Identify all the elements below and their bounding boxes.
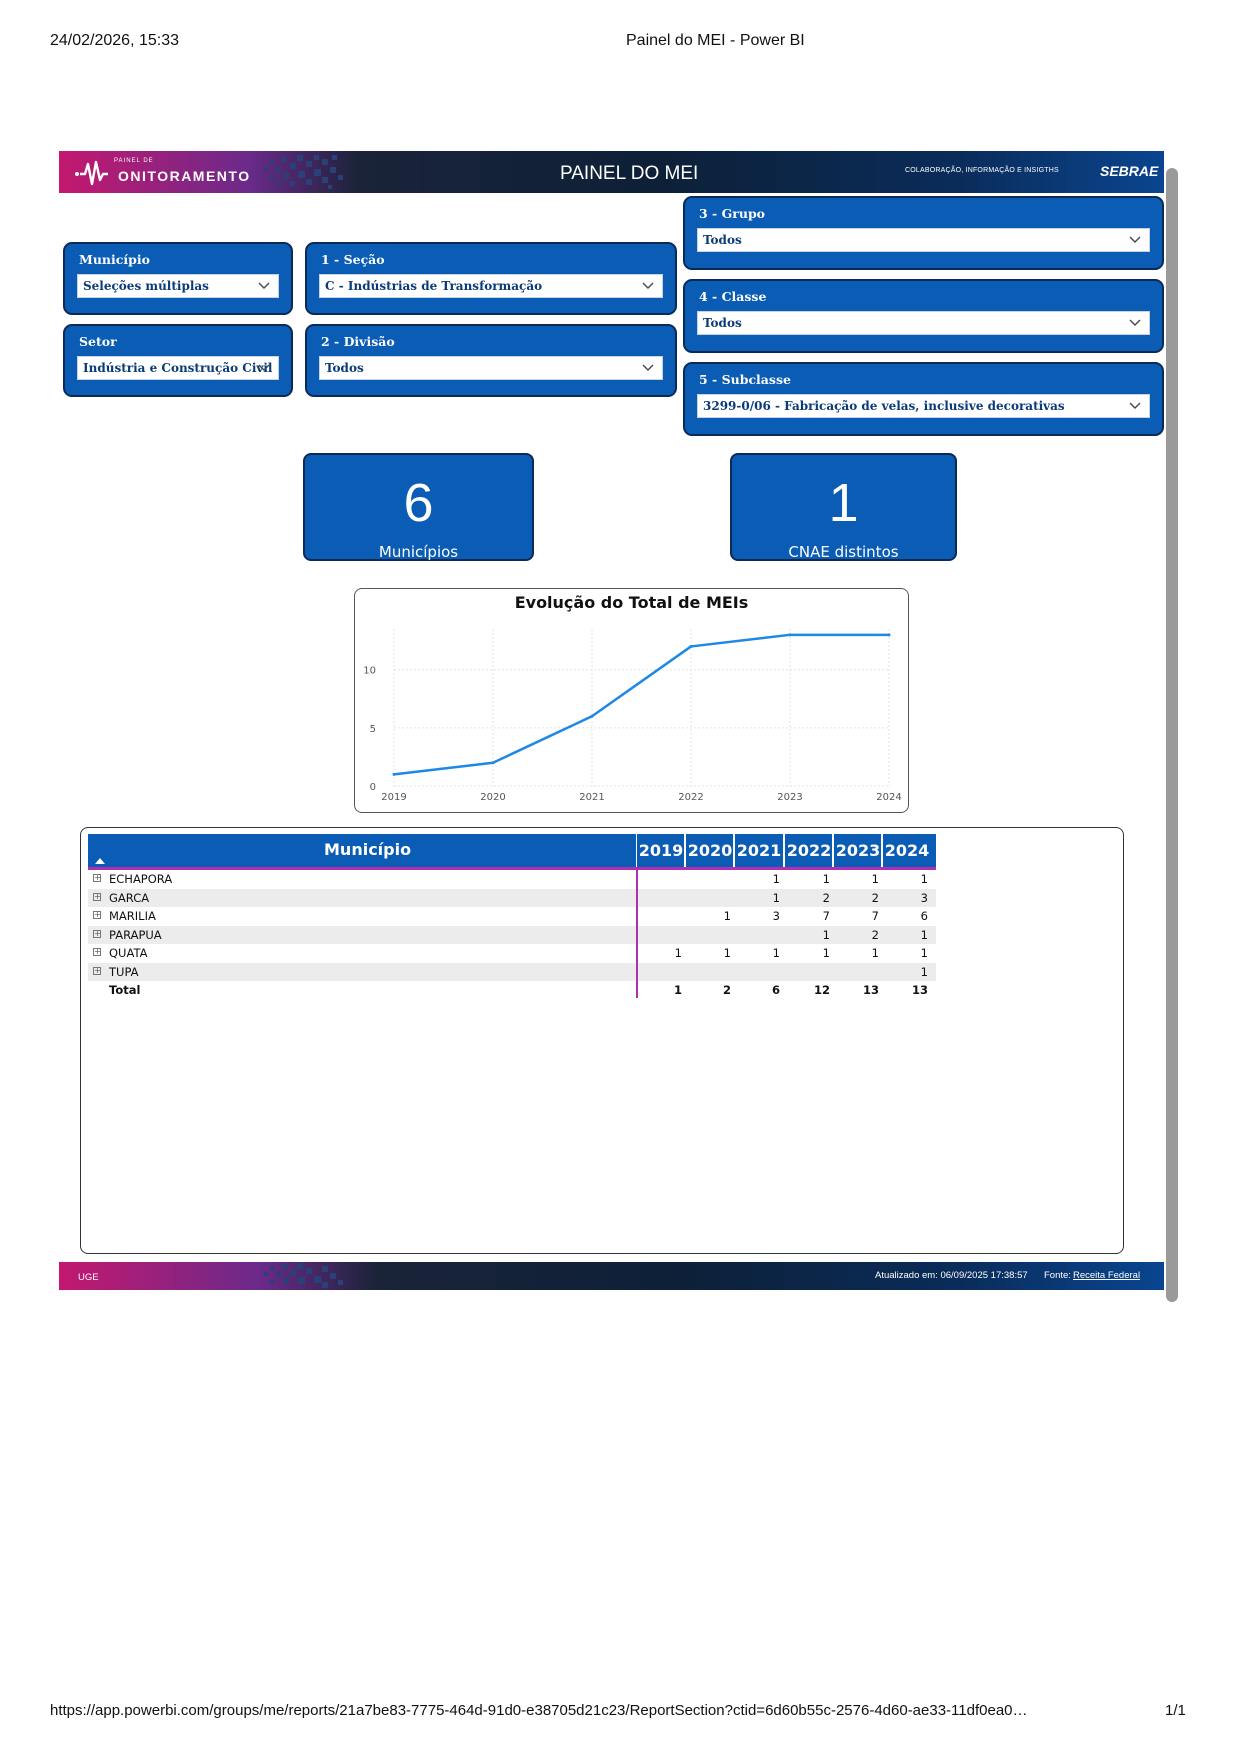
table-cell: 1: [723, 909, 731, 923]
classe-dropdown-value: Todos: [703, 316, 742, 330]
table-header-year[interactable]: 2020: [687, 841, 733, 860]
card-cnae-value: 1: [828, 473, 859, 533]
footer-unit: UGE: [78, 1272, 99, 1283]
card-cnae: [730, 453, 957, 561]
expand-icon[interactable]: +: [94, 891, 101, 901]
slicer-subclasse: [683, 362, 1164, 436]
sort-up-icon[interactable]: [94, 857, 106, 865]
slicer-municipio-label: Município: [79, 252, 150, 267]
y-tick-label: 5: [369, 723, 376, 735]
chart-title: Evolução do Total de MEIs: [514, 593, 749, 612]
table-cell: 1: [920, 927, 928, 942]
dots-pattern-icon: [262, 153, 346, 191]
slicer-classe-label: 4 - Classe: [699, 289, 767, 304]
table-cell: 3: [772, 909, 780, 923]
slicer-grupo: [683, 196, 1164, 270]
card-municipios: [303, 453, 534, 561]
pulse-icon: [74, 158, 114, 188]
table-cell: 2: [822, 890, 830, 905]
setor-dropdown-value: Indústria e Construção Civil: [83, 361, 273, 375]
table-divider: [636, 870, 638, 998]
brand-logo: SEBRAE: [1100, 163, 1159, 179]
table-cell: 1: [723, 946, 731, 960]
footer-source-label: Fonte:: [1044, 1270, 1071, 1281]
table-cell: 1: [822, 872, 830, 886]
data-point: [888, 633, 891, 636]
table-cell: 1: [673, 983, 682, 997]
chevron-down-icon: [642, 363, 654, 373]
table-cell: 2: [871, 890, 879, 905]
table-header-separator: [783, 834, 785, 867]
municipio-name: GARCA: [109, 890, 150, 905]
chevron-down-icon: [642, 281, 654, 291]
slicer-divisao: [305, 324, 677, 397]
x-tick-label: 2023: [777, 792, 803, 803]
municipio-dropdown[interactable]: [77, 274, 279, 298]
dots-pattern-icon: [262, 1262, 346, 1290]
x-tick-label: 2020: [480, 792, 506, 803]
x-tick-label: 2024: [876, 792, 902, 803]
table-header-year[interactable]: 2024: [884, 841, 930, 860]
slicer-divisao-label: 2 - Divisão: [321, 334, 395, 349]
y-tick-label: 0: [369, 782, 376, 793]
municipio-name: QUATA: [109, 946, 148, 960]
chevron-down-icon: [258, 363, 270, 373]
table-header-year[interactable]: 2019: [638, 841, 684, 860]
table-cell: 1: [772, 872, 780, 886]
table-cell: 1: [772, 890, 780, 905]
data-point: [789, 633, 792, 636]
table-cell: 2: [722, 983, 731, 997]
slicer-setor-label: Setor: [79, 334, 117, 349]
slicer-classe: [683, 279, 1164, 353]
table-cell: 6: [771, 983, 780, 997]
table-cell: 1: [772, 946, 780, 960]
expand-icon[interactable]: +: [94, 947, 101, 956]
table-row: [88, 870, 936, 889]
vertical-scrollbar[interactable]: [1166, 168, 1178, 1302]
municipio-name: MARILIA: [109, 909, 156, 923]
table-row: [88, 963, 936, 982]
table-header-separator: [881, 834, 883, 867]
slicer-subclasse-label: 5 - Subclasse: [699, 372, 791, 387]
print-datetime: 24/02/2026, 15:33: [50, 32, 180, 49]
municipio-name: PARAPUA: [109, 927, 162, 942]
secao-dropdown-value: C - Indústrias de Transformação: [325, 279, 543, 293]
chevron-down-icon: [1129, 401, 1141, 411]
slicer-secao: [305, 242, 677, 315]
table-header-year[interactable]: 2022: [786, 841, 832, 860]
chevron-down-icon: [1129, 235, 1141, 245]
expand-icon[interactable]: +: [94, 873, 101, 882]
table-cell: 1: [674, 946, 682, 960]
table-cell: 13: [862, 983, 879, 997]
banner-tagline: COLABORAÇÃO, INFORMAÇÃO E INSIGTHS: [905, 167, 1059, 174]
grupo-dropdown-value: Todos: [703, 233, 742, 247]
table-cell: 1: [920, 964, 928, 979]
table-row: [88, 944, 936, 963]
setor-dropdown[interactable]: [77, 356, 279, 380]
divisao-dropdown-value: Todos: [325, 361, 364, 375]
print-page-count: 1/1: [1165, 1702, 1186, 1719]
table-cell: 7: [871, 909, 879, 923]
x-tick-label: 2019: [381, 792, 407, 803]
data-point: [690, 645, 693, 648]
footer-updated: Atualizado em: 06/09/2025 17:38:57: [875, 1270, 1028, 1281]
slicer-municipio: [63, 242, 293, 315]
table-header-year[interactable]: 2021: [736, 841, 782, 860]
footer-source-link[interactable]: Receita Federal: [1073, 1270, 1141, 1281]
grupo-dropdown[interactable]: [697, 228, 1150, 252]
table-cell: 3: [920, 890, 928, 905]
table-cell: 12: [813, 983, 830, 997]
table-row: [88, 907, 936, 926]
print-page-title: Painel do MEI - Power BI: [626, 32, 805, 49]
logo-small-text: PAINEL DE: [114, 158, 154, 164]
slicer-grupo-label: 3 - Grupo: [699, 206, 766, 221]
data-point: [393, 773, 396, 776]
card-cnae-label: CNAE distintos: [788, 543, 899, 561]
data-point: [591, 715, 594, 718]
table-row: [88, 926, 936, 945]
y-tick-label: 10: [363, 665, 376, 677]
table-header-separator: [832, 834, 834, 867]
divisao-dropdown[interactable]: [319, 356, 663, 380]
card-municipios-label: Municípios: [378, 543, 459, 561]
table-cell: 1: [871, 946, 879, 960]
municipio-name: ECHAPORA: [109, 872, 173, 886]
table-header-municipio[interactable]: [88, 834, 636, 867]
secao-dropdown[interactable]: [319, 274, 663, 298]
table-cell: 6: [920, 909, 928, 923]
table-cell: 1: [920, 872, 928, 886]
table-row: [88, 889, 936, 908]
table-cell: 7: [822, 909, 830, 923]
table-header-separator: [733, 834, 735, 867]
table-total-row: [88, 981, 936, 1000]
municipio-dropdown-value: Seleções múltiplas: [83, 279, 209, 293]
table-cell: 1: [871, 872, 879, 886]
table-cell: 1: [920, 946, 928, 960]
chevron-down-icon: [1129, 318, 1141, 328]
table-header-separator: [684, 834, 686, 867]
x-tick-label: 2021: [579, 792, 605, 803]
table-cell: 1: [822, 946, 830, 960]
subclasse-dropdown-value: 3299-0/06 - Fabricação de velas, inclusive decorativas: [703, 399, 1065, 413]
chart-plot: [355, 589, 907, 811]
slicer-secao-label: 1 - Seção: [321, 252, 385, 267]
table-cell: 1: [822, 927, 830, 942]
expand-icon[interactable]: +: [94, 928, 101, 938]
logo-main-text: ONITORAMENTO: [118, 168, 251, 184]
banner-title: PAINEL DO MEI: [560, 163, 699, 184]
expand-icon[interactable]: +: [94, 910, 101, 919]
series-line: [394, 635, 889, 775]
data-point: [492, 761, 495, 764]
table-cell: 2: [871, 927, 879, 942]
x-tick-label: 2022: [678, 792, 704, 803]
table-header-label: Município: [324, 840, 412, 859]
table-header-years: [637, 834, 936, 867]
print-url: https://app.powerbi.com/groups/me/reports/21a7be83-7775-464d-91d0-e38705d21c23/ReportSection?ctid=6d60b55c-2576-4d60-ae33-11df0ea0…: [50, 1702, 1028, 1719]
chevron-down-icon: [258, 281, 270, 291]
table-header-year[interactable]: 2023: [835, 841, 881, 860]
classe-dropdown[interactable]: [697, 311, 1150, 335]
expand-icon[interactable]: +: [94, 965, 101, 975]
municipio-name: TUPA: [109, 964, 139, 979]
total-label: Total: [109, 983, 141, 997]
table-cell: 13: [911, 983, 928, 997]
line-chart: [354, 588, 909, 813]
subclasse-dropdown[interactable]: [697, 394, 1150, 418]
slicer-setor: [63, 324, 293, 397]
card-municipios-value: 6: [403, 473, 434, 533]
logo: [74, 156, 251, 190]
